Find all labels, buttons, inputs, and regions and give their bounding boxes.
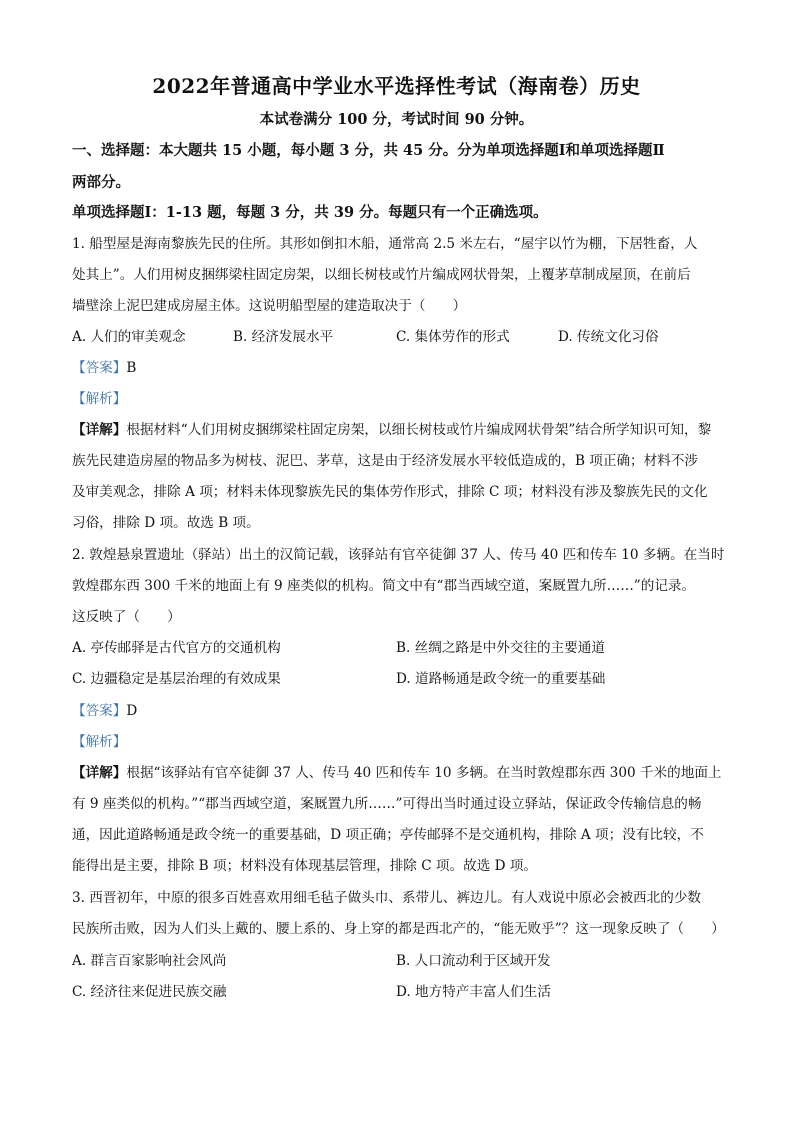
q2-option-b: B. 丝绸之路是中外交往的主要通道 bbox=[396, 640, 605, 656]
q1-option-a: A. 人们的审美观念 bbox=[72, 329, 186, 345]
q3-stem-line: 民族所击败，因为人们头上戴的、腰上系的、身上穿的都是西北产的，“能无败乎”？这一现象反映了（ ） bbox=[72, 921, 725, 937]
q1-stem-line: 墙壁涂上泥巴建成房屋主体。这说明船型屋的建造取决于（ ） bbox=[72, 298, 467, 314]
q1-analysis bbox=[72, 390, 722, 408]
exam-info: 本试卷满分 100 分，考试时间 90 分钟。 bbox=[259, 111, 534, 128]
q1-detail-line: 族先民建造房屋的物品多为树枝、泥巴、茅草，这是由于经济发展水平较低造成的，B 项正确；材料不涉 bbox=[72, 453, 699, 469]
q2-detail-line: 能得出是主要，排除 B 项；材料没有体现基层管理，排除 C 项。故选 D 项。 bbox=[72, 858, 538, 874]
answer-value: D bbox=[126, 703, 138, 719]
q1-detail-line: 【详解】根据材料“人们用树皮捆绑梁柱固定房架，以细长树枝或竹片编成网状骨架”结合所学知识可知，黎 bbox=[72, 422, 712, 438]
q2-detail-line: 【详解】根据“该驿站有官卒徒御 37 人、传马 40 匹和传车 10 多辆。在当时敦煌郡东西 300 千米的地面上 bbox=[72, 765, 722, 781]
page-title: 2022年普通高中学业水平选择性考试（海南卷）历史 bbox=[152, 74, 641, 98]
q2-analysis bbox=[72, 733, 722, 751]
q2-option-a: A. 亭传邮驿是古代官方的交通机构 bbox=[72, 640, 281, 656]
q1-answer bbox=[72, 359, 722, 377]
q2-option-d: D. 道路畅通是政令统一的重要基础 bbox=[396, 671, 606, 687]
answer-label: 【答案】 bbox=[72, 703, 127, 719]
analysis-label: 【解析】 bbox=[72, 734, 127, 750]
q2-stem-line: 2. 敦煌悬泉置遗址（驿站）出土的汉简记载，该驿站有官卒徒御 37 人、传马 40 匹和传车 10 多辆。在当时 bbox=[72, 547, 725, 563]
q1-detail-line: 及审美观念，排除 A 项；材料未体现黎族先民的集体劳作形式，排除 C 项；材料没有涉及黎族先民的文化 bbox=[72, 484, 708, 500]
q3-option-a: A. 群言百家影响社会风尚 bbox=[72, 953, 227, 969]
q2-stem-line: 这反映了（ ） bbox=[72, 609, 181, 625]
q3-option-c: C. 经济往来促进民族交融 bbox=[72, 984, 227, 1000]
answer-value: B bbox=[126, 360, 137, 376]
q1-option-b: B. 经济发展水平 bbox=[233, 329, 334, 345]
section-heading-cont: 两部分。 bbox=[72, 174, 130, 191]
q2-detail-line: 通，因此道路畅通是政令统一的重要基础，D 项正确；亭传邮驿不是交通机构，排除 A 项；没有比较，不 bbox=[72, 827, 704, 843]
answer-label: 【答案】 bbox=[72, 360, 127, 376]
q1-option-d: D. 传统文化习俗 bbox=[558, 329, 659, 345]
q3-option-b: B. 人口流动利于区域开发 bbox=[396, 953, 551, 969]
q1-detail-line: 习俗，排除 D 项。故选 B 项。 bbox=[72, 515, 260, 531]
q3-option-d: D. 地方特产丰富人们生活 bbox=[396, 984, 551, 1000]
q1-option-c: C. 集体劳作的形式 bbox=[396, 329, 510, 345]
analysis-label: 【解析】 bbox=[72, 391, 127, 407]
q1-stem-line: 1. 船型屋是海南黎族先民的住所。其形如倒扣木船，通常高 2.5 米左右，“屋宇以竹为棚，下居牲畜，人 bbox=[72, 236, 698, 252]
q1-stem-line: 处其上”。人们用树皮捆绑梁柱固定房架，以细长树枝或竹片编成网状骨架，上覆茅草制成屋顶，在前后 bbox=[72, 267, 691, 283]
q3-stem-line: 3. 西晋初年，中原的很多百姓喜欢用细毛毡子做头巾、系带儿、裤边儿。有人戏说中原必会被西北的少数 bbox=[72, 890, 702, 906]
detail-label: 【详解】 bbox=[72, 765, 127, 781]
detail-label: 【详解】 bbox=[72, 422, 127, 438]
q2-option-c: C. 边疆稳定是基层治理的有效成果 bbox=[72, 671, 281, 687]
section-heading: 一、选择题：本大题共 15 小题，每小题 3 分，共 45 分。分为单项选择题Ⅰ和单项选择题Ⅱ bbox=[72, 142, 665, 159]
q2-answer bbox=[72, 702, 722, 720]
q2-stem-line: 敦煌郡东西 300 千米的地面上有 9 座类似的机构。简文中有“郡当西域空道，案厩置九所……”的记录。 bbox=[72, 578, 696, 594]
q2-detail-line: 有 9 座类似的机构。”“郡当西域空道，案厩置九所……”可得出当时通过设立驿站，保证政令传输信息的畅 bbox=[72, 796, 702, 812]
subsection-heading: 单项选择题Ⅰ：1-13 题，每题 3 分，共 39 分。每题只有一个正确选项。 bbox=[72, 204, 548, 221]
